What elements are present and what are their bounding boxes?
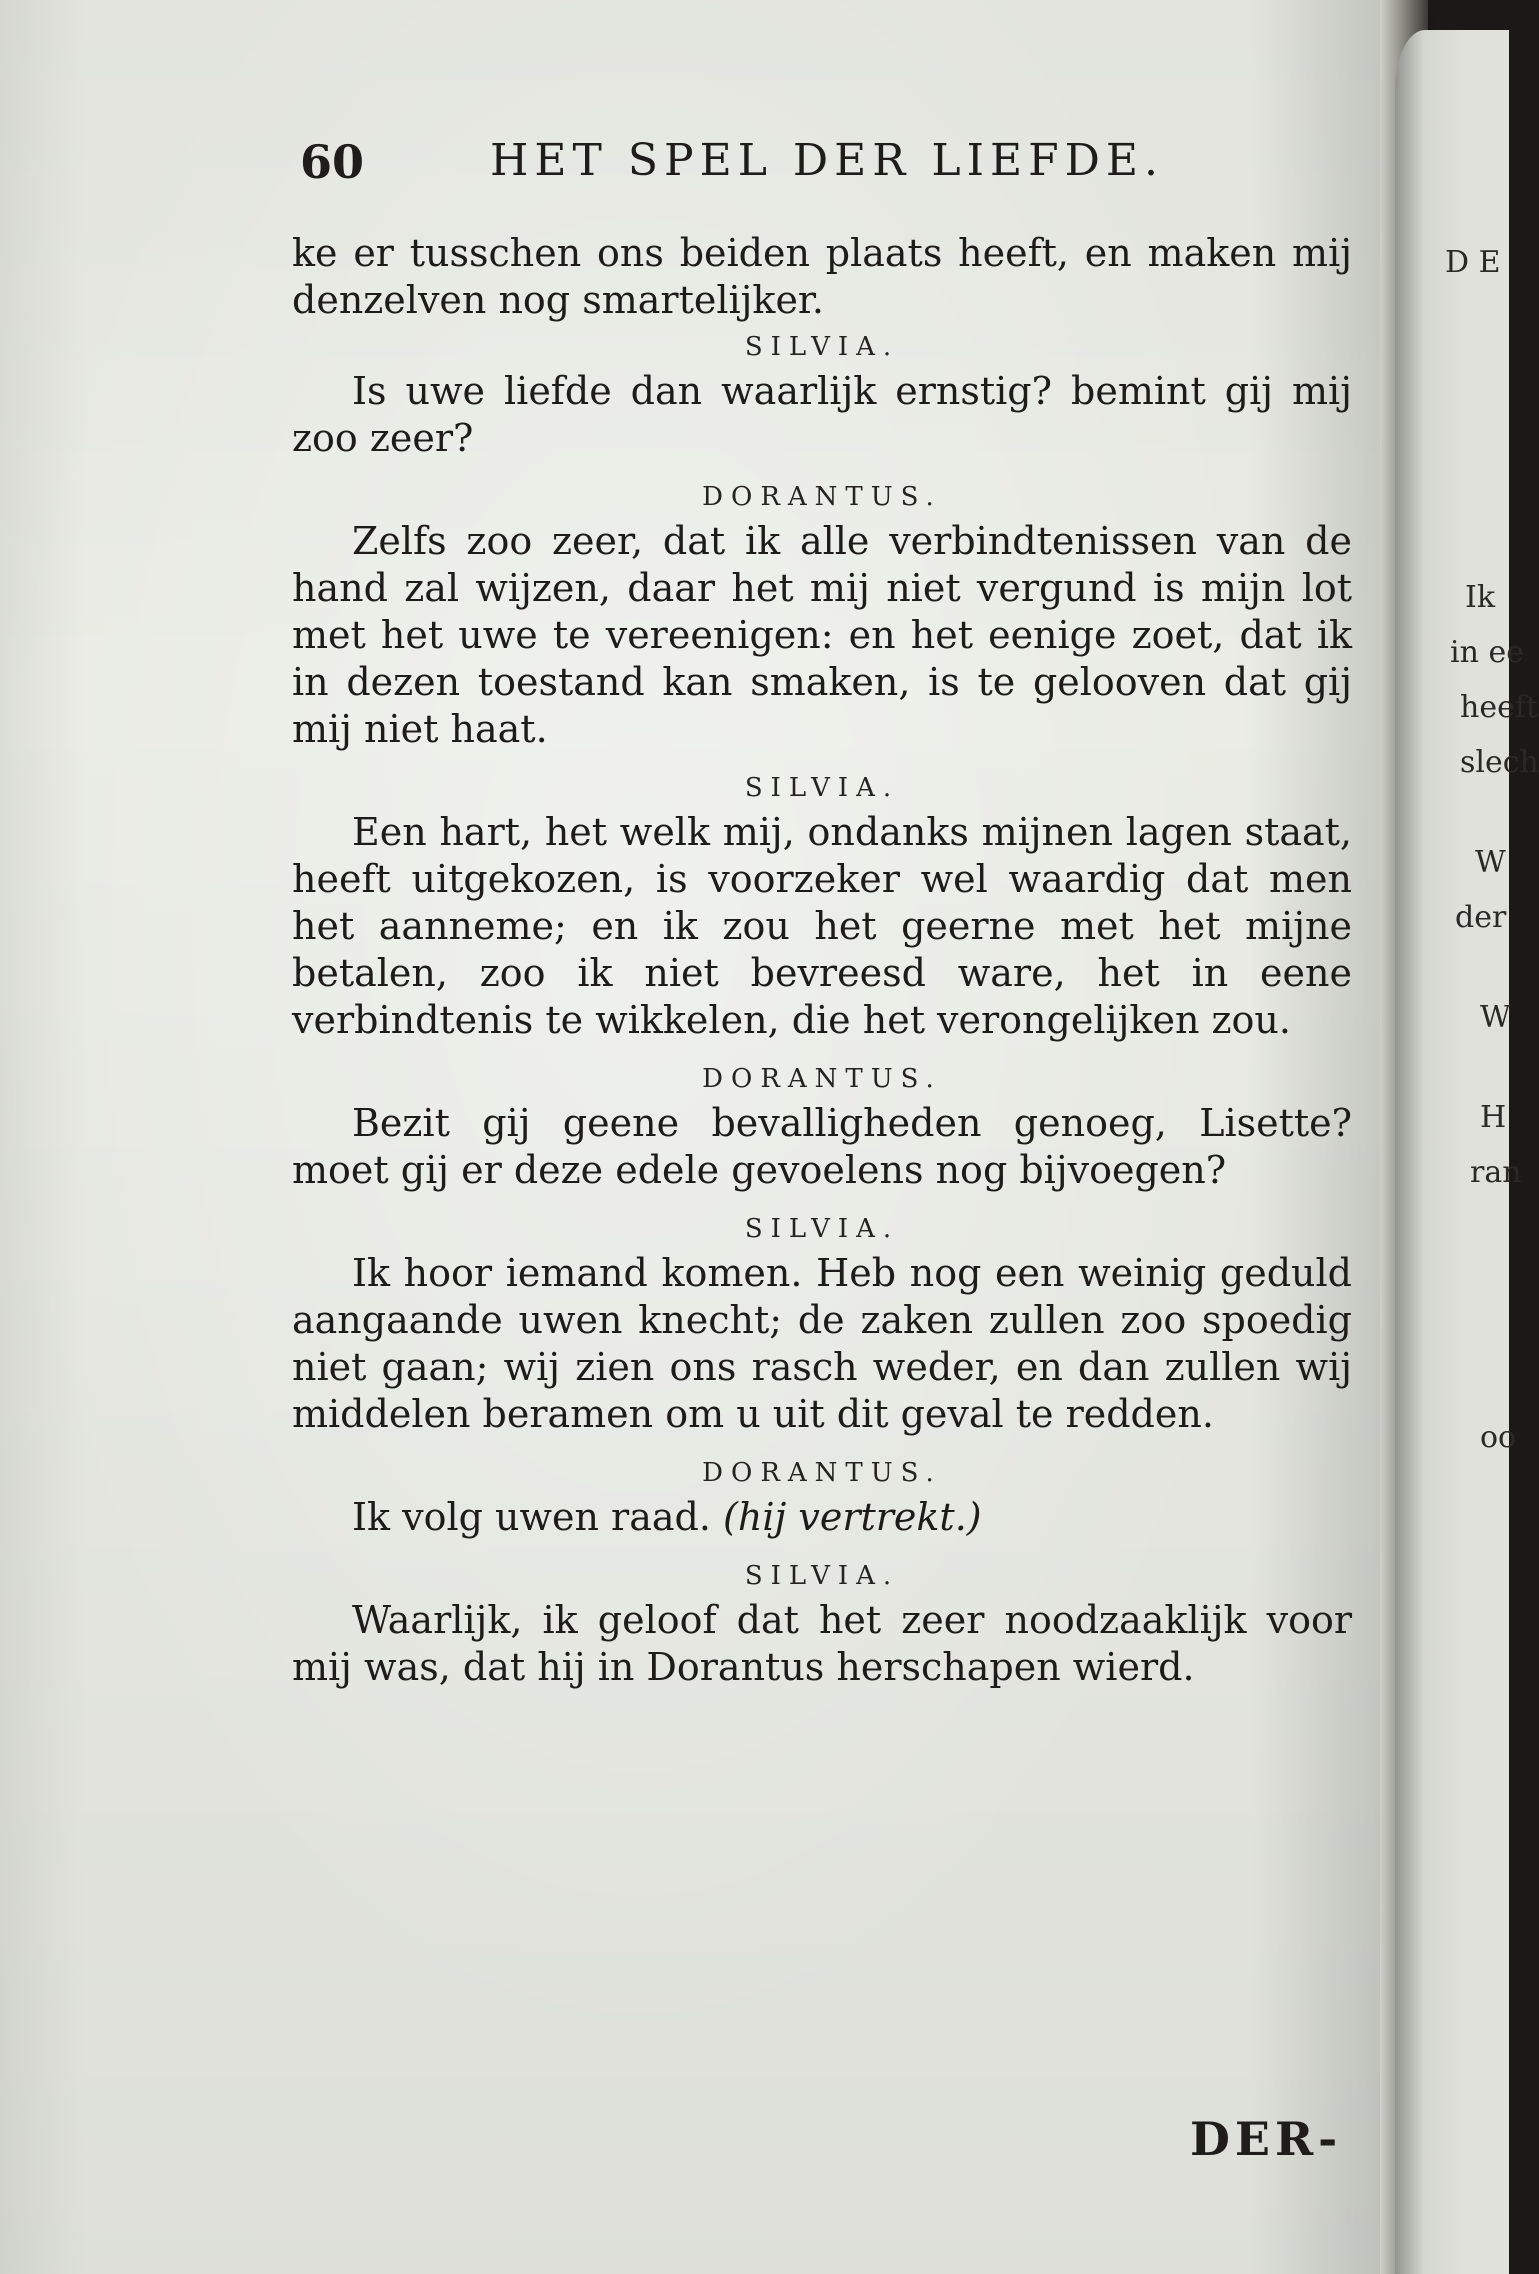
speech-paragraph: Ik hoor iemand komen. Heb nog een weinig geduld aangaande uwen knecht; de zaken zullen zoo spoedig niet gaan; wij zien ons rasch weder, en dan zullen wij middelen beramen om u uit dit geval te redden. xyxy=(292,1251,1352,1436)
stage-direction: (hij vertrekt.) xyxy=(723,1495,982,1539)
facing-page-fragment: D E xyxy=(1445,245,1501,280)
facing-page-fragment: W xyxy=(1475,845,1506,880)
speech-paragraph: Bezit gij geene bevalligheden genoeg, Lisette? moet gij er deze edele gevoelens nog bijvoegen? xyxy=(292,1101,1352,1192)
facing-page xyxy=(1395,30,1539,2274)
running-title: HET SPEL DER LIEFDE. xyxy=(490,135,1165,186)
facing-page-fragment: oo xyxy=(1480,1420,1517,1455)
facing-page-fragment: der xyxy=(1455,900,1507,935)
facing-page-fragment: heeft xyxy=(1460,690,1538,725)
facing-page-fragment: slech xyxy=(1460,745,1539,780)
catchword: DER- xyxy=(1190,2112,1343,2166)
facing-page-fragment: ran xyxy=(1470,1155,1522,1190)
facing-page-fragment: Ik xyxy=(1465,580,1496,615)
speaker-name: DORANTUS. xyxy=(702,1458,942,1488)
facing-page-fragment: W xyxy=(1480,1000,1511,1035)
speech-paragraph: Zelfs zoo zeer, dat ik alle verbindtenissen van de hand zal wijzen, daar het mij niet vergund is mijn lot met het uwe te vereenigen: en het eenige zoet, dat ik in dezen toestand kan smaken, is te gelooven dat gij mij niet haat. xyxy=(292,519,1352,751)
continued-speech: ke er tusschen ons beiden plaats heeft, en maken mij denzelven nog smartelijker. xyxy=(292,231,1352,322)
speech-text: Ik volg uwen raad. xyxy=(352,1495,711,1539)
speaker-name: DORANTUS. xyxy=(702,482,942,512)
running-header xyxy=(300,135,1190,205)
facing-page-fragment: in ee xyxy=(1450,635,1524,670)
speech-paragraph xyxy=(292,1494,1352,1541)
page-number: 60 xyxy=(300,135,365,189)
speaker-name: SILVIA. xyxy=(744,773,900,803)
speech-paragraph: Is uwe liefde dan waarlijk ernstig? bemint gij mij zoo zeer? xyxy=(292,369,1352,460)
speech-paragraph: Een hart, het welk mij, ondanks mijnen lagen staat, heeft uitgekozen, is voorzeker wel waardig dat men het aanneme; en ik zou het geerne met het mijne betalen, zoo ik niet bevreesd ware, het in eene verbindtenis te wikkelen, die het verongelijken zou. xyxy=(292,810,1352,1042)
speaker-name: DORANTUS. xyxy=(702,1064,942,1094)
speaker-name: SILVIA. xyxy=(744,332,900,362)
speech-paragraph: Waarlijk, ik geloof dat het zeer noodzaaklijk voor mij was, dat hij in Dorantus herschapen wierd. xyxy=(292,1598,1352,1689)
speaker-name: SILVIA. xyxy=(744,1214,900,1244)
text-block xyxy=(292,230,1352,1691)
speaker-name: SILVIA. xyxy=(744,1561,900,1591)
facing-page-fragment: H xyxy=(1480,1100,1507,1135)
